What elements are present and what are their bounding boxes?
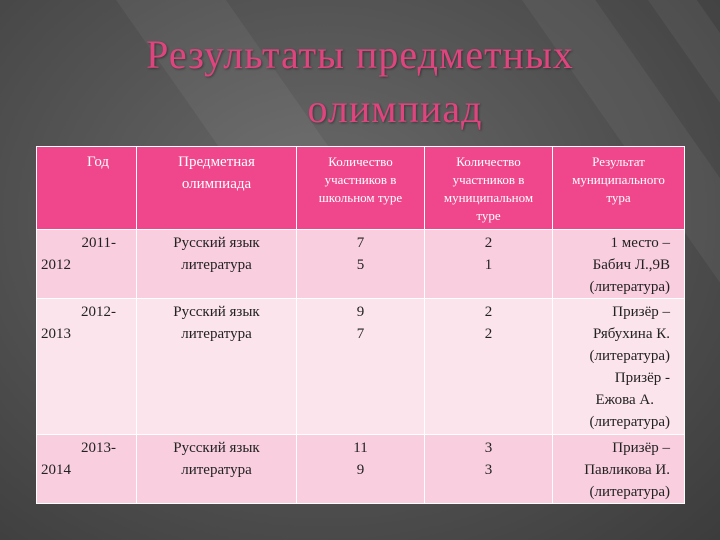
count-line: 5 (356, 257, 365, 273)
result-line: (литература) (589, 414, 670, 430)
cell-year (37, 230, 137, 299)
title-line-1: Результаты предметных (146, 32, 574, 77)
header-municipal-line: туре (476, 208, 501, 223)
count-line: 1 (484, 257, 493, 273)
year-line: 2012 (41, 257, 71, 273)
count-line: 2 (484, 304, 493, 320)
cell-year (37, 435, 137, 504)
cell-result (553, 299, 685, 435)
cell-school-count (297, 230, 425, 299)
header-year: Год (37, 147, 137, 230)
year-line: 2013 (41, 326, 71, 342)
olympiad-results-table (36, 146, 685, 504)
count-line: 7 (356, 235, 365, 251)
header-result (553, 147, 685, 230)
subject-line: Русский язык (173, 304, 260, 320)
count-line: 2 (484, 326, 493, 342)
header-school-line: школьном туре (318, 190, 403, 205)
cell-subject (137, 230, 297, 299)
result-line: (литература) (589, 279, 670, 295)
header-subject (137, 147, 297, 230)
cell-school-count (297, 299, 425, 435)
header-school-count (297, 147, 425, 230)
subject-line: Русский язык (173, 440, 260, 456)
year-line: 2014 (41, 462, 71, 478)
result-line: (литература) (589, 484, 670, 500)
subject-line: литература (181, 462, 252, 478)
cell-school-count (297, 435, 425, 504)
count-line: 3 (484, 462, 493, 478)
year-line: 2013- (81, 440, 116, 456)
header-municipal-line: участников в (452, 172, 525, 187)
year-line: 2011- (81, 235, 116, 251)
title-line-2: олимпиад (307, 86, 483, 131)
result-line: Ежова А. (595, 392, 654, 408)
result-line: Рябухина К. (593, 326, 670, 342)
header-school-line: участников в (324, 172, 397, 187)
result-line: Бабич Л.,9В (592, 257, 670, 273)
cell-subject (137, 299, 297, 435)
count-line: 9 (356, 304, 365, 320)
result-line: 1 место – (610, 235, 670, 251)
subject-line: литература (181, 326, 252, 342)
header-municipal-line: Количество (456, 154, 521, 169)
header-row (37, 147, 685, 230)
cell-result (553, 230, 685, 299)
header-school-line: Количество (328, 154, 393, 169)
result-line: (литература) (589, 348, 670, 364)
header-result-line: муниципального (572, 172, 665, 187)
subject-line: Русский язык (173, 235, 260, 251)
result-line: Павликова И. (584, 462, 670, 478)
cell-municipal-count (425, 299, 553, 435)
count-line: 3 (484, 440, 493, 456)
result-line: Призёр - (614, 370, 670, 386)
header-subject-line: Предметная (178, 154, 255, 170)
table-row (37, 299, 685, 435)
cell-result (553, 435, 685, 504)
table-row (37, 230, 685, 299)
header-result-line: Результат (592, 154, 645, 169)
count-line: 9 (356, 462, 365, 478)
result-line: Призёр – (612, 440, 670, 456)
header-subject-line: олимпиада (181, 176, 252, 192)
count-line: 2 (484, 235, 493, 251)
count-line: 7 (356, 326, 365, 342)
cell-year (37, 299, 137, 435)
count-line: 11 (353, 440, 368, 456)
subject-line: литература (181, 257, 252, 273)
cell-municipal-count (425, 230, 553, 299)
cell-subject (137, 435, 297, 504)
cell-municipal-count (425, 435, 553, 504)
header-result-line: тура (606, 190, 631, 205)
header-municipal-count (425, 147, 553, 230)
table-row (37, 435, 685, 504)
year-line: 2012- (81, 304, 116, 320)
result-line: Призёр – (612, 304, 670, 320)
slide-title (0, 28, 720, 136)
header-municipal-line: муниципальном (443, 190, 534, 205)
